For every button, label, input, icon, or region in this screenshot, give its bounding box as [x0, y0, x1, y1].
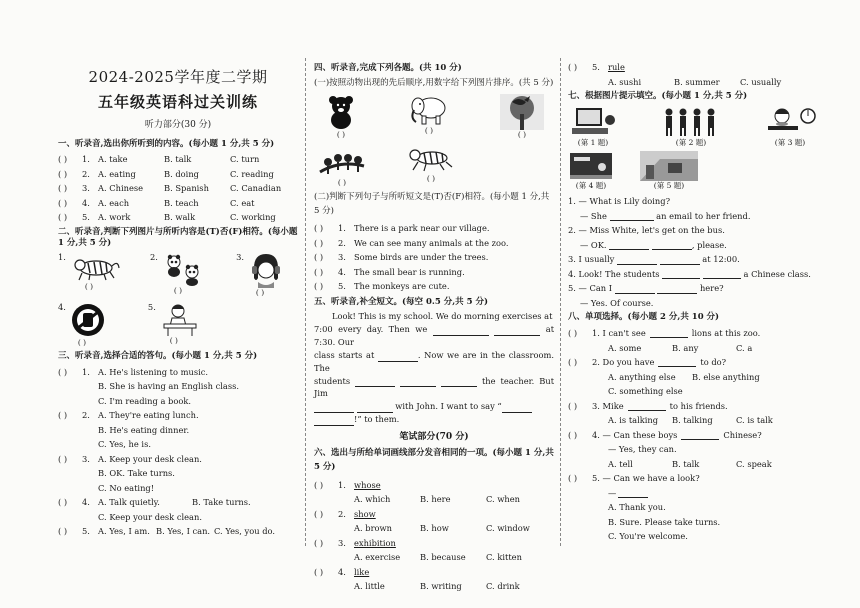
option-c: C. something else	[608, 386, 683, 397]
answer-paren[interactable]: ( )	[424, 126, 434, 136]
option-b: B. Sure. Please take turns.	[608, 516, 721, 527]
section-5-heading: 五、听录音,补全短文。(每空 0.5 分,共 5 分)	[314, 296, 489, 307]
option-row	[568, 500, 816, 515]
option-a: A. eating	[98, 168, 136, 179]
option-row	[58, 481, 298, 496]
reply-row	[568, 442, 816, 457]
section-8-list	[568, 326, 816, 544]
picture-caption: (第 3 题)	[774, 137, 806, 147]
column-right	[568, 60, 816, 544]
question-number: 2.	[338, 237, 346, 248]
given-word: like	[354, 566, 370, 577]
option-row	[568, 529, 816, 544]
picture-label: 5.	[147, 301, 156, 312]
option-a: A. work	[98, 212, 131, 223]
picture-tiger-running	[406, 144, 456, 187]
question-number: 4.	[82, 497, 90, 508]
option-c: C. Keep your desk clean.	[98, 511, 202, 522]
picture-caption: (第 4 题)	[575, 181, 607, 190]
option-row	[568, 384, 816, 399]
answer-paren[interactable]: ( )	[169, 335, 178, 345]
answer-paren[interactable]: ( )	[314, 508, 324, 519]
fill-blank[interactable]	[657, 284, 697, 294]
picture-no-eating-sign	[58, 302, 106, 347]
question-line: — Yes. Of course.	[580, 297, 654, 308]
answer-paren[interactable]: ( )	[314, 566, 324, 577]
section-3-list	[58, 365, 298, 539]
students-in-line-icon	[661, 106, 721, 138]
question-number: 4.	[338, 566, 346, 577]
answer-paren[interactable]: ( )	[255, 288, 265, 298]
answer-paren[interactable]: ( )	[336, 130, 346, 140]
option-row	[568, 413, 816, 428]
fill-blank[interactable]	[618, 488, 648, 498]
option-c: C. Canadian	[230, 183, 282, 194]
answer-paren[interactable]: ( )	[77, 337, 87, 347]
question-row	[58, 365, 298, 380]
fill-blank[interactable]	[703, 269, 741, 279]
question-number: 3.	[338, 252, 346, 263]
question-number: 3.	[82, 183, 90, 194]
option-c: C. kitten	[486, 552, 522, 563]
section-7-pictures-row2	[568, 151, 816, 190]
section-2-pictures-row1	[58, 252, 298, 297]
reply-text: — Yes, they can.	[608, 444, 677, 455]
question-number: 1.	[338, 223, 346, 234]
written-part-label: 笔试部分(70 分)	[399, 432, 469, 443]
statement: Some birds are under the trees.	[354, 252, 489, 263]
option-c: C. eat	[230, 197, 255, 208]
option-row	[58, 466, 298, 481]
question-row	[314, 506, 554, 521]
option-a: A. tell	[608, 458, 633, 469]
answer-paren[interactable]: ( )	[568, 429, 578, 440]
answer-paren[interactable]: ( )	[517, 130, 527, 140]
answer-paren[interactable]: ( )	[58, 526, 68, 537]
option-row	[58, 181, 298, 196]
option-row	[58, 379, 298, 394]
fill-blank[interactable]	[494, 326, 540, 336]
answer-paren[interactable]: ( )	[58, 497, 68, 508]
option-b: B. writing	[420, 581, 462, 592]
fill-blank[interactable]	[628, 401, 666, 411]
answer-paren[interactable]: ( )	[173, 286, 183, 296]
question-row	[568, 471, 816, 486]
passage-line: with John. I want to say “	[314, 400, 554, 413]
tf-row	[314, 250, 554, 265]
option-a: A. some	[608, 342, 642, 353]
fill-blank[interactable]	[378, 352, 418, 362]
option-row	[58, 196, 298, 211]
passage-line: Look! This is my school. We do morning exercises at	[332, 311, 553, 322]
option-c: C. You're welcome.	[608, 531, 688, 542]
option-b: B. summer	[674, 76, 720, 87]
option-b: B. talk	[164, 154, 192, 165]
option-b: B. talk	[672, 458, 700, 469]
answer-paren[interactable]: ( )	[314, 266, 324, 277]
option-c: C. No eating!	[98, 482, 155, 493]
option-c: C. Yes, he is.	[98, 439, 151, 450]
girl-headphones-icon	[248, 252, 284, 288]
question-number: 5.	[338, 281, 346, 292]
option-row	[568, 370, 816, 385]
question-stem-end: Chinese?	[723, 429, 762, 440]
fill-blank[interactable]	[658, 357, 696, 367]
question-stem-end: to do?	[700, 357, 727, 368]
option-a: A. brown	[354, 523, 392, 534]
answer-paren[interactable]: ( )	[568, 328, 578, 339]
picture-label: 3.	[236, 252, 244, 263]
option-row	[568, 515, 816, 530]
picture-boy-at-desk	[148, 302, 200, 347]
listening-part-label: 听力部分(30 分)	[144, 119, 212, 130]
fill-blank[interactable]	[615, 284, 655, 294]
fill-blank[interactable]	[610, 211, 654, 221]
picture-queue	[661, 106, 721, 147]
option-row	[58, 510, 298, 525]
option-b: B. talking	[672, 415, 713, 426]
option-c: C. working	[230, 212, 276, 223]
question-number: 5.	[82, 526, 90, 537]
question-number: 1.	[82, 366, 90, 377]
option-row	[314, 579, 554, 594]
option-a: A. which	[354, 494, 391, 505]
answer-paren[interactable]: ( )	[314, 479, 324, 490]
section-6-list-continued	[568, 60, 816, 89]
option-b: B. else anything	[692, 371, 760, 382]
answer-paren[interactable]: ( )	[314, 537, 324, 548]
computer-icon	[568, 106, 618, 138]
question-row	[568, 326, 816, 341]
question-line: 4. Look! The students a Chinese class.	[568, 268, 811, 279]
picture-pandas	[150, 252, 206, 297]
option-b: B. He's eating dinner.	[98, 424, 190, 435]
option-c: C. a	[736, 342, 753, 353]
option-b: B. because	[420, 552, 466, 563]
picture-caption: (第 2 题)	[675, 137, 707, 147]
section-6-heading: 六、选出与所给单词画线部分发音相同的一项。(每小题 1 分,共 5 分)	[314, 448, 554, 472]
option-row	[58, 394, 298, 409]
fill-blank[interactable]	[652, 240, 692, 250]
option-a: A. each	[98, 197, 130, 208]
answer-paren[interactable]: ( )	[568, 62, 578, 73]
picture-photo-sign	[640, 151, 698, 190]
question-row	[314, 535, 554, 550]
answer-paren[interactable]: ( )	[58, 168, 68, 179]
question-row	[58, 524, 298, 539]
section-2-pictures-row2	[58, 302, 298, 347]
statement: The monkeys are cute.	[354, 281, 450, 292]
question-row	[58, 452, 298, 467]
option-c: C. drink	[486, 581, 520, 592]
question-row	[568, 60, 816, 75]
question-line: — She an email to her friend.	[580, 210, 751, 221]
option-a: A. Thank you.	[608, 502, 666, 513]
question-stem-end: lions at this zoo.	[691, 328, 761, 339]
fill-blank[interactable]	[441, 377, 477, 387]
tf-row	[314, 221, 554, 236]
option-c: C. I'm reading a book.	[98, 395, 192, 406]
option-c: C. window	[486, 523, 530, 534]
monkeys-icon	[318, 144, 366, 178]
answer-paren[interactable]: ( )	[58, 154, 68, 165]
question-number: 1.	[82, 154, 90, 165]
given-word: rule	[608, 62, 625, 73]
question-stem-end: to his friends.	[669, 400, 728, 411]
fill-blank[interactable]	[355, 377, 395, 387]
option-c: C. is talk	[736, 415, 773, 426]
answer-paren[interactable]: ( )	[314, 252, 324, 263]
fill-blank[interactable]	[502, 403, 532, 413]
option-b: B. OK. Take turns.	[98, 468, 175, 479]
option-a: A. sushi	[608, 76, 642, 87]
boy-writing-icon	[160, 302, 200, 336]
answer-paren[interactable]: ( )	[84, 282, 94, 292]
column-middle	[314, 60, 554, 593]
passage-line: class starts at . Now we are in the classroom. The	[314, 349, 554, 373]
option-row	[314, 550, 554, 565]
option-c: C. when	[486, 494, 521, 505]
fill-blank[interactable]	[681, 430, 719, 440]
tf-row	[314, 236, 554, 251]
option-b: B. walk	[164, 212, 196, 223]
statement: We can see many animals at the zoo.	[354, 237, 509, 248]
fill-blank[interactable]	[314, 403, 354, 413]
option-a: A. They're eating lunch.	[98, 410, 199, 421]
section-8-heading: 八、单项选择。(每小题 2 分,共 10 分)	[568, 312, 720, 323]
fill-blank[interactable]	[314, 416, 354, 426]
passage-line: students the teacher. But Jim	[314, 375, 555, 399]
option-b: B. any	[672, 342, 699, 353]
passage-line: 7:00 every day. Then we at 7:30. Our	[314, 324, 555, 347]
option-row	[58, 437, 298, 452]
option-row	[314, 521, 554, 536]
question-row	[568, 399, 816, 414]
picture-bird-in-tree	[500, 94, 544, 139]
boy-eating-clock-icon	[764, 106, 816, 138]
picture-lunch-clock	[764, 106, 816, 147]
bear-icon	[324, 94, 358, 130]
answer-paren[interactable]: ( )	[58, 212, 68, 223]
column-left	[58, 54, 298, 539]
option-row	[58, 210, 298, 225]
option-a: A. Keep your desk clean.	[98, 453, 202, 464]
question-row	[58, 495, 298, 510]
picture-tiger	[58, 252, 120, 297]
fill-blank[interactable]	[433, 326, 489, 336]
passage-line: !” to them.	[314, 413, 554, 426]
option-a: A. anything else	[608, 371, 676, 382]
main-title: 五年级英语科过关训练	[97, 92, 258, 111]
picture-bear	[324, 94, 358, 139]
reply-row	[568, 486, 816, 501]
option-b: B. teach	[164, 197, 199, 208]
option-a: A. He's listening to music.	[98, 366, 209, 377]
picture-chinese-class	[568, 151, 614, 190]
fill-blank[interactable]	[617, 255, 657, 265]
question-number: 1.	[338, 479, 346, 490]
fill-blank[interactable]	[660, 255, 700, 265]
question-number: 4.	[82, 197, 90, 208]
option-row	[568, 457, 816, 472]
answer-paren[interactable]: ( )	[568, 357, 578, 368]
section-1-heading: 一、听录音,选出你所听到的内容。(每小题 1 分,共 5 分)	[58, 138, 275, 149]
answer-paren[interactable]: ( )	[426, 173, 436, 183]
question-number: 3.	[338, 537, 346, 548]
section-1-list	[58, 152, 298, 225]
option-row	[58, 152, 298, 167]
question-row	[314, 564, 554, 579]
answer-paren[interactable]: ( )	[58, 366, 68, 377]
tf-row	[314, 279, 554, 294]
question-row	[568, 428, 816, 443]
answer-paren[interactable]: ( )	[314, 223, 324, 234]
section-4-sub2: (二)判断下列句子与所听短文是(T)否(F)相符。(每小题 1 分,共 5 分)	[314, 191, 550, 216]
question-row	[314, 477, 554, 492]
panda-icon	[162, 252, 206, 286]
fill-blank[interactable]	[357, 403, 393, 413]
option-b: B. here	[420, 494, 451, 505]
option-c: C. turn	[230, 154, 260, 165]
museum-scene-icon	[640, 151, 698, 181]
given-word: show	[354, 508, 376, 519]
option-row	[58, 423, 298, 438]
section-4-pictures-row1	[314, 94, 554, 139]
option-c: C. reading	[230, 168, 274, 179]
question-stem: 2. Do you have	[592, 357, 655, 368]
answer-paren[interactable]: ( )	[58, 183, 68, 194]
option-a: A. Yes, I am.	[98, 526, 150, 537]
option-a: A. is talking	[608, 415, 659, 426]
elephant-icon	[406, 94, 452, 126]
answer-paren[interactable]: ( )	[58, 410, 68, 421]
question-number: 5.	[592, 62, 600, 73]
no-eating-sign-icon	[70, 302, 106, 338]
answer-paren[interactable]: ( )	[568, 400, 578, 411]
section-4-tf-list	[314, 221, 554, 294]
picture-caption: (第 5 题)	[653, 181, 685, 190]
answer-paren[interactable]: ( )	[337, 177, 347, 187]
option-row	[314, 492, 554, 507]
question-stem: 4. — Can these boys	[592, 429, 678, 440]
question-line: 1. — What is Lily doing?	[568, 196, 671, 207]
section-5-passage	[314, 310, 554, 426]
option-b: B. Spanish	[164, 183, 209, 194]
picture-label: 1.	[58, 252, 66, 263]
option-a: A. Talk quietly.	[98, 497, 160, 508]
picture-label: 2.	[150, 252, 158, 263]
option-a: A. little	[354, 581, 385, 592]
section-4-sub1: (一)按照动物出现的先后顺序,用数字给下列图片排序。(共 5 分)	[314, 77, 554, 88]
option-a: A. Chinese	[98, 183, 144, 194]
answer-paren[interactable]: ( )	[58, 197, 68, 208]
option-c: C. Yes, you do.	[214, 526, 275, 537]
section-6-list	[314, 477, 554, 593]
picture-monkeys	[318, 144, 366, 187]
question-line: 2. — Miss White, let's get on the bus.	[568, 225, 725, 236]
fill-blank[interactable]	[662, 269, 700, 279]
question-number: 4.	[338, 266, 346, 277]
section-2-heading: 二、听录音,判断下列图片与所听内容是(T)否(F)相符。(每小题 1 分,共 5 分)	[58, 226, 298, 248]
section-4-heading: 四、听录音,完成下列各题。(共 10 分)	[314, 63, 462, 73]
option-c: C. usually	[740, 76, 782, 87]
option-c: C. speak	[736, 458, 772, 469]
option-b: B. how	[420, 523, 449, 534]
statement: The small bear is running.	[354, 266, 465, 277]
answer-paren[interactable]: ( )	[314, 281, 324, 292]
answer-paren[interactable]: ( )	[314, 237, 324, 248]
fill-blank[interactable]	[650, 328, 688, 338]
section-7-heading: 七、根据图片提示填空。(每小题 1 分,共 5 分)	[568, 91, 748, 101]
picture-label: 4.	[58, 301, 66, 312]
answer-paren[interactable]: ( )	[568, 473, 578, 484]
section-7-pictures-row1	[568, 106, 816, 147]
picture-elephant	[406, 94, 452, 139]
option-a: A. exercise	[354, 552, 401, 563]
option-row	[568, 341, 816, 356]
given-word: whose	[354, 479, 381, 490]
option-b: B. She is having an English class.	[98, 381, 240, 392]
section-7-questions	[568, 194, 816, 310]
option-row	[58, 167, 298, 182]
question-row	[568, 355, 816, 370]
picture-caption: (第 1 题)	[577, 137, 609, 147]
fill-blank[interactable]	[609, 240, 649, 250]
question-number: 2.	[338, 508, 346, 519]
tiger-icon	[70, 252, 120, 282]
question-line: 5. — Can I here?	[568, 283, 724, 294]
question-stem: 1. I can't see	[592, 328, 646, 339]
section-4-pictures-row2	[314, 144, 554, 187]
blackboard-icon	[568, 151, 614, 181]
statement: There is a park near our village.	[354, 223, 490, 234]
column-divider	[305, 58, 306, 546]
picture-computer-email	[568, 106, 618, 147]
answer-paren[interactable]: ( )	[58, 453, 68, 464]
section-3-heading: 三、听录音,选择合适的答句。(每小题 1 分,共 5 分)	[58, 350, 258, 361]
fill-blank[interactable]	[400, 377, 436, 387]
tf-row	[314, 265, 554, 280]
picture-girl-headphones	[236, 252, 284, 297]
question-number: 3.	[82, 453, 90, 464]
question-line: 3. I usually at 12:00.	[568, 254, 740, 265]
option-a: A. take	[98, 154, 128, 165]
question-row	[58, 408, 298, 423]
bird-tree-icon	[500, 94, 544, 130]
tiger-icon	[406, 144, 456, 174]
option-row	[568, 75, 816, 90]
reply-text: —	[608, 487, 617, 498]
question-stem: 3. Mike	[592, 400, 624, 411]
option-b: B. Yes, I can.	[156, 526, 211, 537]
column-divider	[560, 58, 561, 546]
year-title: 2024-2025学年度二学期	[88, 68, 268, 86]
option-b: B. doing	[164, 168, 199, 179]
question-number: 2.	[82, 168, 90, 179]
question-line: — OK. , please.	[580, 239, 727, 250]
question-stem: 5. — Can we have a look?	[592, 473, 700, 484]
option-b: B. Take turns.	[192, 497, 251, 508]
given-word: exhibition	[354, 537, 396, 548]
question-number: 5.	[82, 212, 90, 223]
question-number: 2.	[82, 410, 90, 421]
